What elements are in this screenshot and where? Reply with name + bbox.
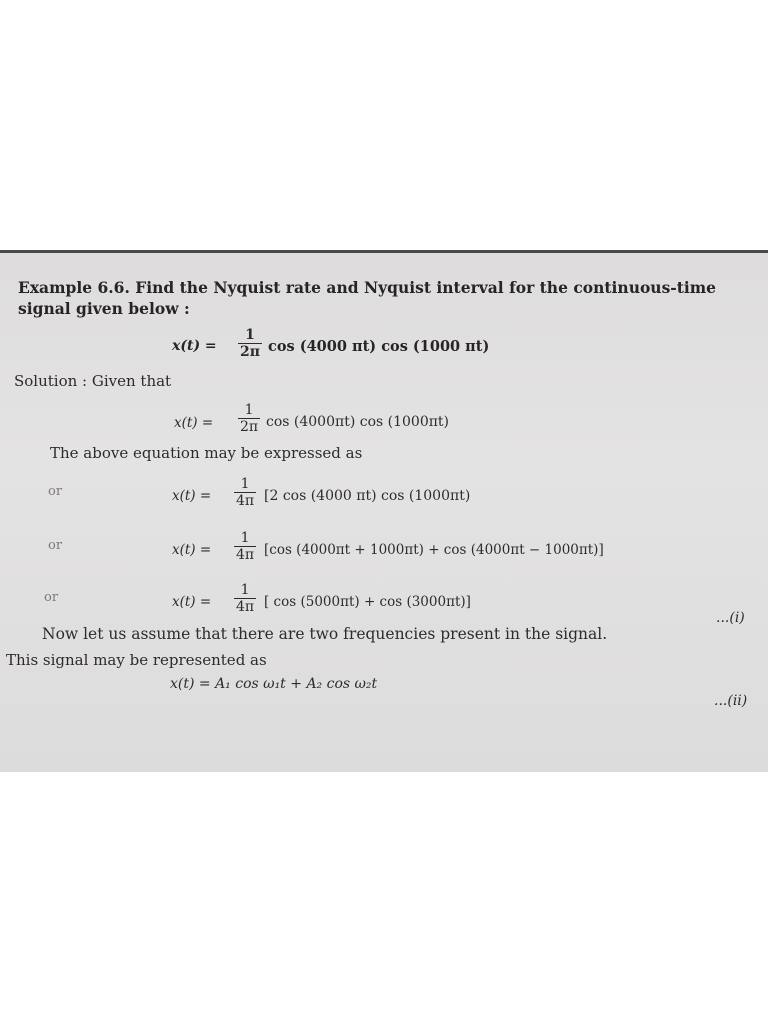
eq-given2-numerator: 1: [244, 402, 254, 418]
eq-given-fraction: [238, 327, 262, 360]
eq-step1-fraction: [234, 476, 256, 509]
eq-step1-numerator: 1: [240, 476, 250, 492]
eq-given-lhs: x(t) =: [172, 338, 217, 354]
book-page-photo: [0, 250, 768, 772]
eq-step2-numerator: 1: [240, 530, 250, 546]
eq-given2-fraction: [238, 402, 260, 435]
paragraph-expressed: The above equation may be expressed as: [50, 444, 363, 462]
example-heading: Example 6.6. Find the Nyquist rate and Nyquist interval for the continuous-time: [18, 278, 717, 297]
eq-step2-rhs: [cos (4000πt + 1000πt) + cos (4000πt − 1000πt)]: [264, 542, 604, 558]
page-edge: [0, 250, 768, 253]
eq-given-numerator: 1: [245, 327, 255, 343]
eq-tag-i: ...(i): [716, 610, 745, 626]
eq-step3-rhs: [ cos (5000πt) + cos (3000πt)]: [264, 594, 471, 610]
eq-step1-lhs: x(t) =: [172, 488, 212, 504]
eq-step3-numerator: 1: [240, 582, 250, 598]
eq-step2-lhs: x(t) =: [172, 542, 212, 558]
solution-label: Solution : Given that: [14, 372, 172, 390]
eq-step2-denominator: 4π: [236, 547, 255, 563]
paragraph-represented: This signal may be represented as: [6, 651, 267, 669]
eq-step2-fraction: [234, 530, 256, 563]
eq-given2-lhs: x(t) =: [174, 415, 214, 431]
eq-given2-rhs: cos (4000πt) cos (1000πt): [266, 414, 450, 430]
eq-step3-denominator: 4π: [236, 599, 255, 615]
eq-step1-rhs: [2 cos (4000 πt) cos (1000πt): [264, 488, 471, 504]
example-heading-cont: signal given below :: [18, 299, 190, 318]
paragraph-two-frequencies: Now let us assume that there are two frequencies present in the signal.: [42, 625, 608, 643]
eq-representation: x(t) = A₁ cos ω₁t + A₂ cos ω₂t: [170, 676, 378, 692]
or-label-2: or: [48, 538, 63, 553]
eq-step1-denominator: 4π: [236, 493, 255, 509]
eq-tag-ii: ...(ii): [714, 693, 748, 709]
eq-step3-lhs: x(t) =: [172, 594, 212, 610]
eq-given-rhs: cos (4000 πt) cos (1000 πt): [268, 338, 490, 355]
eq-step3-fraction: [234, 582, 256, 615]
eq-given-denominator: 2π: [240, 344, 260, 360]
or-label-3: or: [44, 590, 59, 605]
eq-given2-denominator: 2π: [240, 419, 259, 435]
or-label-1: or: [48, 484, 63, 499]
